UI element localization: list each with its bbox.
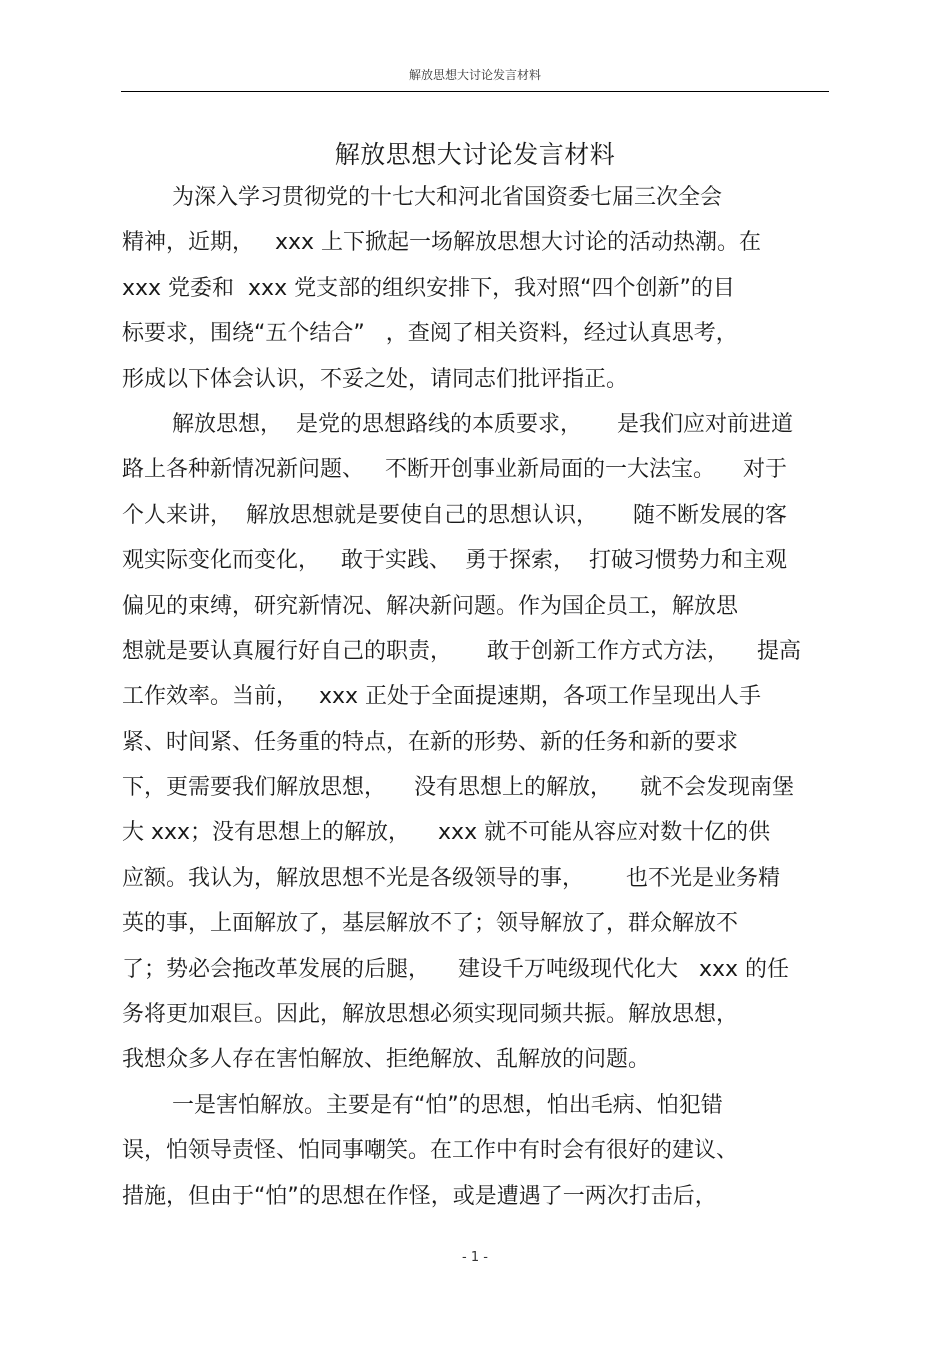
header-rule xyxy=(121,91,829,92)
text-line: 观实际变化而变化， 敢于实践、 勇于探索， 打破习惯势力和主观 xyxy=(122,548,787,574)
text-line: 想就是要认真履行好自己的职责， 敢于创新工作方式方法， 提高 xyxy=(122,638,801,664)
text-line: 为深入学习贯彻党的十七大和河北省国资委七届三次全会 xyxy=(172,185,723,210)
text-line: 务将更加艰巨。因此，解放思想必须实现同频共振。解放思想， xyxy=(122,1002,739,1028)
text-line: 工作效率。当前， xxx 正处于全面提速期，各项工作呈现出人手 xyxy=(122,684,762,710)
text-line: 措施，但由于“怕”的思想在作怪，或是遭遇了一两次打击后， xyxy=(122,1183,717,1209)
text-line: 了；势必会拖改革发展的后腿， 建设千万吨级现代化大 xxx 的任 xyxy=(122,956,790,982)
text-line: 路上各种新情况新问题、 不断开创事业新局面的一大法宝。 对于 xyxy=(122,457,787,483)
text-line: 大 xxx；没有思想上的解放， xxx 就不可能从容应对数十亿的供 xyxy=(122,820,771,846)
text-line: 紧、时间紧、任务重的特点，在新的形势、新的任务和新的要求 xyxy=(122,729,739,755)
text-line: xxx 党委和 xxx 党支部的组织安排下，我对照“四个创新”的目 xyxy=(122,275,735,301)
text-line: 一是害怕解放。主要是有“怕”的思想，怕出毛病、怕犯错 xyxy=(172,1092,723,1118)
text-line: 应额。我认为，解放思想不光是各级领导的事， 也不光是业务精 xyxy=(122,865,780,891)
document-body xyxy=(122,175,827,1219)
page-number: - 1 - xyxy=(462,1250,488,1265)
text-line: 我想众多人存在害怕解放、拒绝解放、乱解放的问题。 xyxy=(122,1047,651,1073)
text-line: 解放思想， 是党的思想路线的本质要求， 是我们应对前进道 xyxy=(172,411,793,437)
text-line: 误，怕领导责怪、怕同事嘲笑。在工作中有时会有很好的建议、 xyxy=(122,1138,739,1164)
text-line: 偏见的束缚，研究新情况、解决新问题。作为国企员工，解放思 xyxy=(122,593,739,619)
text-line: 下，更需要我们解放思想， 没有思想上的解放， 就不会发现南堡 xyxy=(122,775,794,801)
text-line: 个人来讲， 解放思想就是要使自己的思想认识， 随不断发展的客 xyxy=(122,502,787,528)
document-title: 解放思想大讨论发言材料 xyxy=(334,140,616,169)
running-header: 解放思想大讨论发言材料 xyxy=(408,68,541,82)
text-line: 形成以下体会认识，不妥之处，请同志们批评指正。 xyxy=(122,366,629,392)
text-line: 标要求，围绕“五个结合” ，查阅了相关资料，经过认真思考， xyxy=(122,321,738,347)
text-line: 英的事，上面解放了，基层解放不了；领导解放了，群众解放不 xyxy=(122,911,739,937)
text-line: 精神，近期， xxx 上下掀起一场解放思想大讨论的活动热潮。在 xyxy=(122,230,762,256)
